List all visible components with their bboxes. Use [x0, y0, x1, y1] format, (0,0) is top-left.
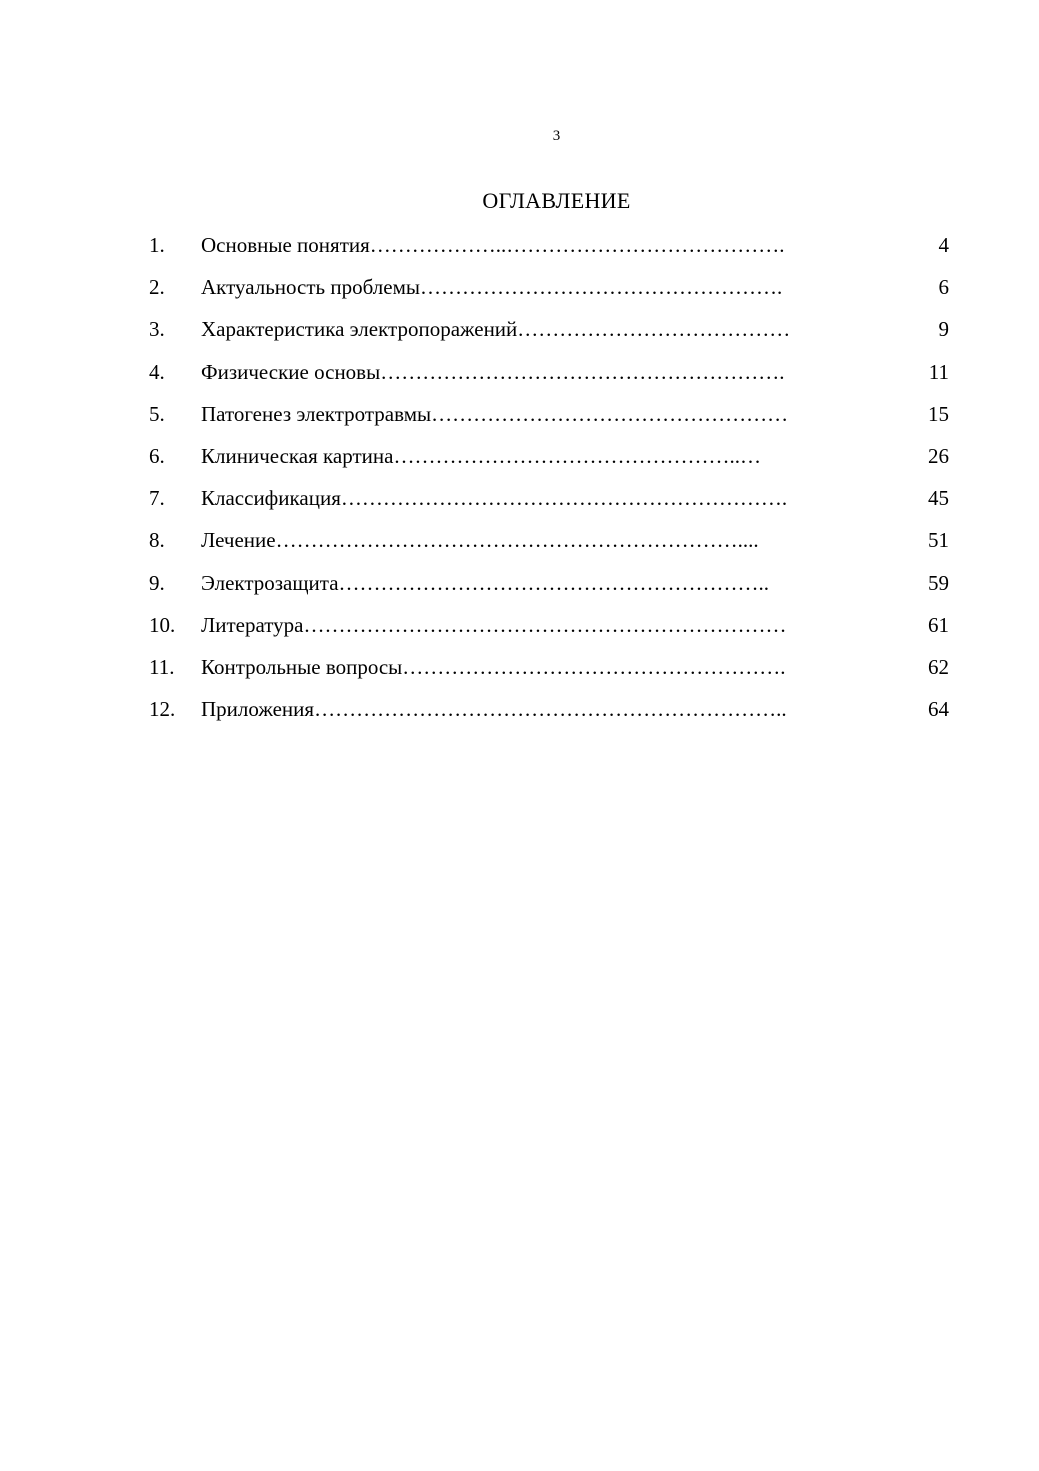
- toc-entry-page: 64: [928, 697, 949, 722]
- toc-entry-title-line: [201, 608, 889, 642]
- toc-entry-title: Клиническая картина: [201, 443, 394, 468]
- toc-entry-number: 5.: [149, 401, 165, 426]
- toc-entry-page: 45: [928, 486, 949, 511]
- toc-entry-page: 11: [928, 359, 949, 384]
- toc-entry: [149, 228, 949, 270]
- toc-entry-title-line: [201, 228, 889, 262]
- toc-entry-title: Характеристика электропоражений: [201, 317, 518, 342]
- toc-entry: [149, 270, 949, 312]
- toc-entry-page: 6: [938, 275, 949, 300]
- toc-entry: [149, 481, 949, 523]
- toc-entry-page: 26: [928, 443, 949, 468]
- toc-entry-page: 51: [928, 528, 949, 553]
- table-of-contents: [149, 228, 949, 734]
- toc-entry-title-line: [201, 523, 889, 557]
- toc-entry: [149, 312, 949, 354]
- toc-entry-page: 9: [938, 317, 949, 342]
- toc-entry-title-line: [201, 355, 889, 389]
- toc-entry-number: 12.: [149, 697, 176, 722]
- toc-dot-leader: ……………………………………………………..: [338, 570, 770, 595]
- toc-entry-number: 2.: [149, 275, 165, 300]
- toc-entry-title: Физические основы: [201, 359, 381, 384]
- toc-entry-number: 4.: [149, 359, 165, 384]
- toc-dot-leader: ……………………………………………….: [402, 654, 786, 679]
- toc-entry-number: 6.: [149, 443, 165, 468]
- toc-entry-number: 8.: [149, 528, 165, 553]
- toc-dot-leader: …………………………………………….: [419, 275, 783, 300]
- toc-entry-title: Актуальность проблемы: [201, 275, 420, 300]
- page-number: 3: [552, 128, 561, 144]
- toc-entry-title: Электрозащита: [201, 570, 339, 595]
- toc-entry-title: Приложения: [201, 697, 315, 722]
- toc-dot-leader: ……………………………………………………………: [303, 612, 787, 637]
- toc-entry-title: Основные понятия: [201, 233, 370, 257]
- toc-entry-title-line: [201, 439, 889, 473]
- toc-entry-page: 62: [928, 654, 949, 679]
- toc-entry-title-line: [201, 270, 889, 304]
- toc-entry-title: Лечение: [201, 528, 276, 553]
- toc-dot-leader: …………………………………………..…: [393, 443, 761, 468]
- toc-dot-leader: ……………………………………………………….: [340, 486, 788, 511]
- toc-dot-leader: …………………………………………………………....: [275, 528, 759, 553]
- toc-entry-number: 11.: [149, 654, 175, 679]
- toc-entry-page: 15: [928, 401, 949, 426]
- toc-entry-title: Патогенез электротравмы: [201, 401, 432, 426]
- toc-entry-title-line: [201, 566, 889, 600]
- toc-entry: [149, 692, 949, 734]
- toc-entry: [149, 355, 949, 397]
- toc-dot-leader: ………………..………………………………….: [369, 233, 785, 257]
- toc-dot-leader: …………………………………………………………..: [314, 697, 787, 722]
- toc-entry-title: Классификация: [201, 486, 341, 511]
- toc-dot-leader: ………………………………………………….: [380, 359, 785, 384]
- toc-entry: [149, 608, 949, 650]
- toc-dot-leader: ……………………………………………: [431, 401, 789, 426]
- toc-entry-page: 4: [938, 233, 949, 257]
- toc-entry-page: 61: [928, 612, 949, 637]
- toc-entry-page: 59: [928, 570, 949, 595]
- toc-entry-title: Контрольные вопросы: [201, 654, 403, 679]
- toc-entry: [149, 397, 949, 439]
- toc-entry: [149, 523, 949, 565]
- toc-entry: [149, 650, 949, 692]
- toc-entry-title: Литература: [201, 612, 304, 637]
- toc-entry-number: 10.: [149, 612, 176, 637]
- toc-entry: [149, 439, 949, 481]
- toc-entry-title-line: [201, 650, 889, 684]
- toc-entry-number: 1.: [149, 233, 165, 257]
- toc-entry-title-line: [201, 397, 889, 431]
- toc-entry-title-line: [201, 312, 889, 346]
- toc-dot-leader: …………………………………: [517, 317, 791, 342]
- toc-entry-number: 9.: [149, 570, 165, 595]
- toc-entry-title-line: [201, 481, 889, 515]
- toc-entry-title-line: [201, 692, 889, 726]
- toc-entry-number: 3.: [149, 317, 165, 342]
- toc-entry: [149, 566, 949, 608]
- page-title: ОГЛАВЛЕНИЕ: [482, 188, 631, 213]
- toc-entry-number: 7.: [149, 486, 165, 511]
